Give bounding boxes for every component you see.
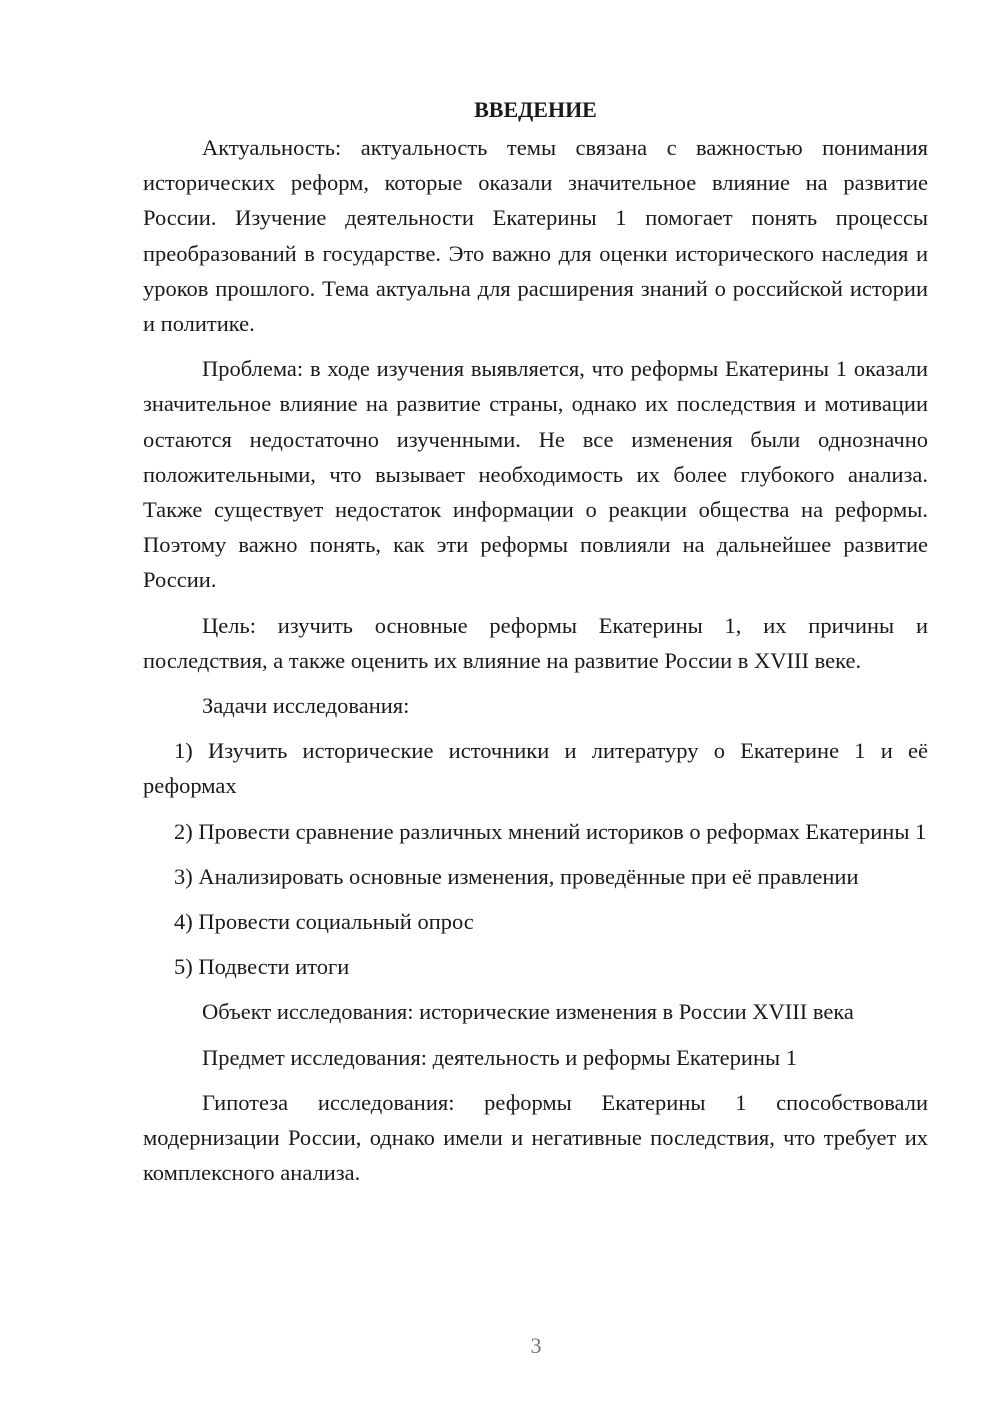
task-item: 2) Провести сравнение различных мнений историков о реформах Екатерины 1 [174, 818, 927, 844]
task-item: 1) Изучить исторические источники и литературу о Екатерине 1 и её реформах [143, 738, 928, 799]
problem-paragraph: Проблема: в ходе изучения выявляется, что реформы Екатерины 1 оказали значительное влияние на развитие страны, однако их последствия и мотивации остаются недостаточно изученными. Не все изменения были однозначно положительными, что вызывает необходимость их более глубокого анализа. Также существует недостаток информации о реакции общества на реформы. Поэтому важно понять, как эти реформы повлияли на дальнейшее развитие России. [143, 356, 928, 593]
tasks-heading: Задачи исследования: [202, 693, 410, 719]
object-paragraph: Объект исследования: исторические изменения в России XVIII века [202, 999, 854, 1025]
subject-paragraph: Предмет исследования: деятельность и реформы Екатерины 1 [202, 1044, 797, 1070]
page-number: 3 [530, 1333, 542, 1358]
document-page [143, 95, 928, 1200]
task-item: 4) Провести социальный опрос [174, 909, 474, 935]
goal-paragraph: Цель: изучить основные реформы Екатерины 1, их причины и последствия, а также оценить их влияние на развитие России в XVIII веке. [143, 612, 928, 673]
task-item: 5) Подвести итоги [174, 954, 350, 980]
relevance-paragraph: Актуальность: актуальность темы связана с важностью понимания исторических реформ, которые оказали значительное влияние на развитие России. Изучение деятельности Екатерины 1 помогает понять процессы преобразований в государстве. Это важно для оценки исторического наследия и уроков прошлого. Тема актуальна для расширения знаний о российской истории и политике. [143, 135, 928, 337]
hypothesis-paragraph: Гипотеза исследования: реформы Екатерины 1 способствовали модернизации России, однако имели и негативные последствия, что требует их комплексного анализа. [143, 1089, 928, 1186]
page-title: ВВЕДЕНИЕ [474, 97, 597, 122]
task-item: 3) Анализировать основные изменения, проведённые при её правлении [174, 863, 859, 889]
